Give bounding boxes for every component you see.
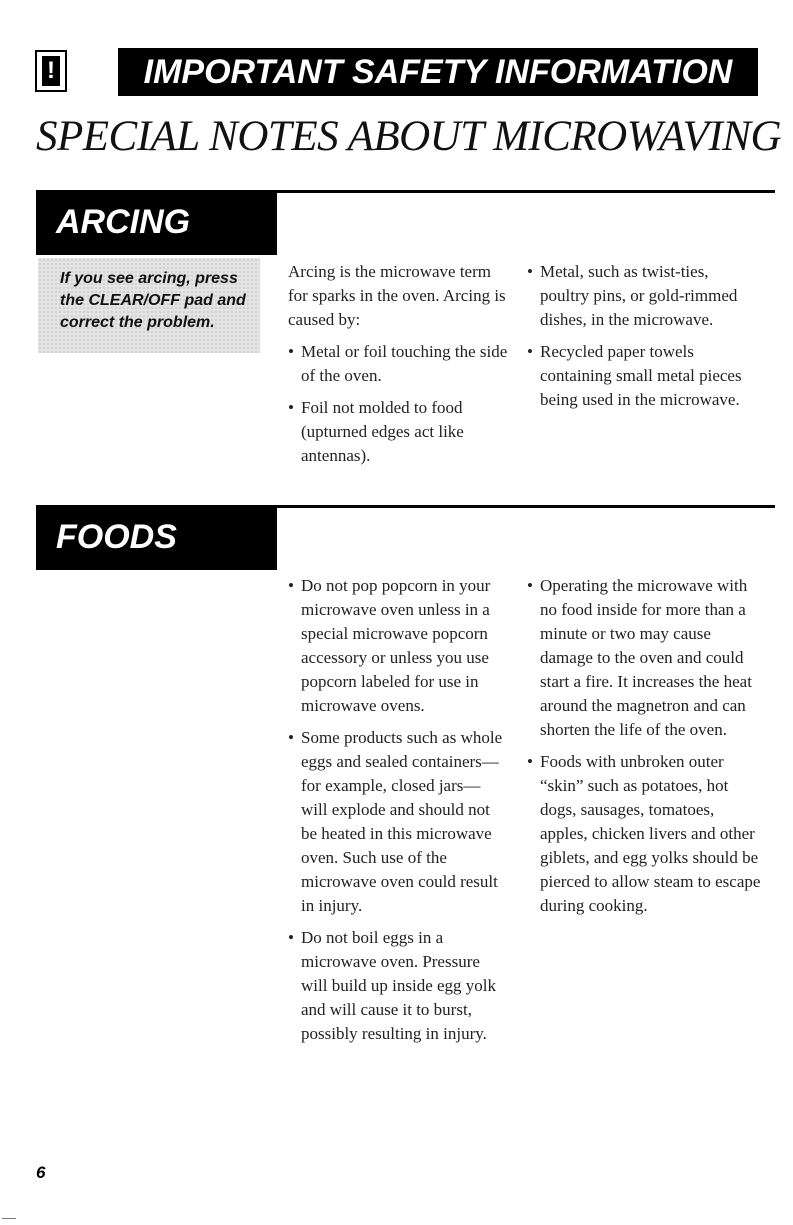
list-item: • Do not boil eggs in a microwave oven. Pressure will build up inside egg yolk and will cause it to burst, possibly resulting in injury. <box>288 926 503 1046</box>
list-item: • Metal or foil touching the side of the oven. <box>288 340 513 388</box>
list-item: • Recycled paper towels containing small metal pieces being used in the microwave. <box>527 340 747 412</box>
foods-heading: FOODS <box>36 505 277 570</box>
list-item: • Metal, such as twist-ties, poultry pins, or gold-rimmed dishes, in the microwave. <box>527 260 747 332</box>
arcing-intro: Arcing is the microwave term for sparks in the oven. Arcing is caused by: <box>288 262 506 329</box>
corner-mark <box>2 1218 16 1219</box>
arcing-callout: If you see arcing, press the CLEAR/OFF pad and correct the problem. <box>38 258 260 353</box>
list-item: • Operating the microwave with no food inside for more than a minute or two may cause damage to the oven and could start a fire. It increases the heat around the magnetron and can shorten the life of the oven. <box>527 574 762 742</box>
list-item: • Foil not molded to food (upturned edges act like antennas). <box>288 396 513 468</box>
exclamation-icon: ! <box>42 56 60 86</box>
arcing-heading: ARCING <box>36 190 277 255</box>
safety-banner: IMPORTANT SAFETY INFORMATION <box>118 48 758 96</box>
page-number: 6 <box>36 1163 46 1182</box>
arcing-column-1 <box>288 260 513 476</box>
list-item: • Some products such as whole eggs and sealed containers—for example, closed jars—will explode and should not be heated in this microwave oven. Such use of the microwave oven could result in injury. <box>288 726 503 918</box>
list-item: • Do not pop popcorn in your microwave oven unless in a special microwave popcorn accessory or unless you use popcorn labeled for use in microwave ovens. <box>288 574 503 718</box>
warning-icon <box>35 50 67 92</box>
page-title: SPECIAL NOTES ABOUT MICROWAVING <box>36 113 781 160</box>
list-item: • Foods with unbroken outer “skin” such as potatoes, hot dogs, sausages, tomatoes, apples, chicken livers and other giblets, and egg yolks should be pierced to allow steam to escape during cooking. <box>527 750 762 918</box>
foods-column-1 <box>288 574 503 1054</box>
arcing-column-2 <box>527 260 747 420</box>
foods-column-2 <box>527 574 762 926</box>
